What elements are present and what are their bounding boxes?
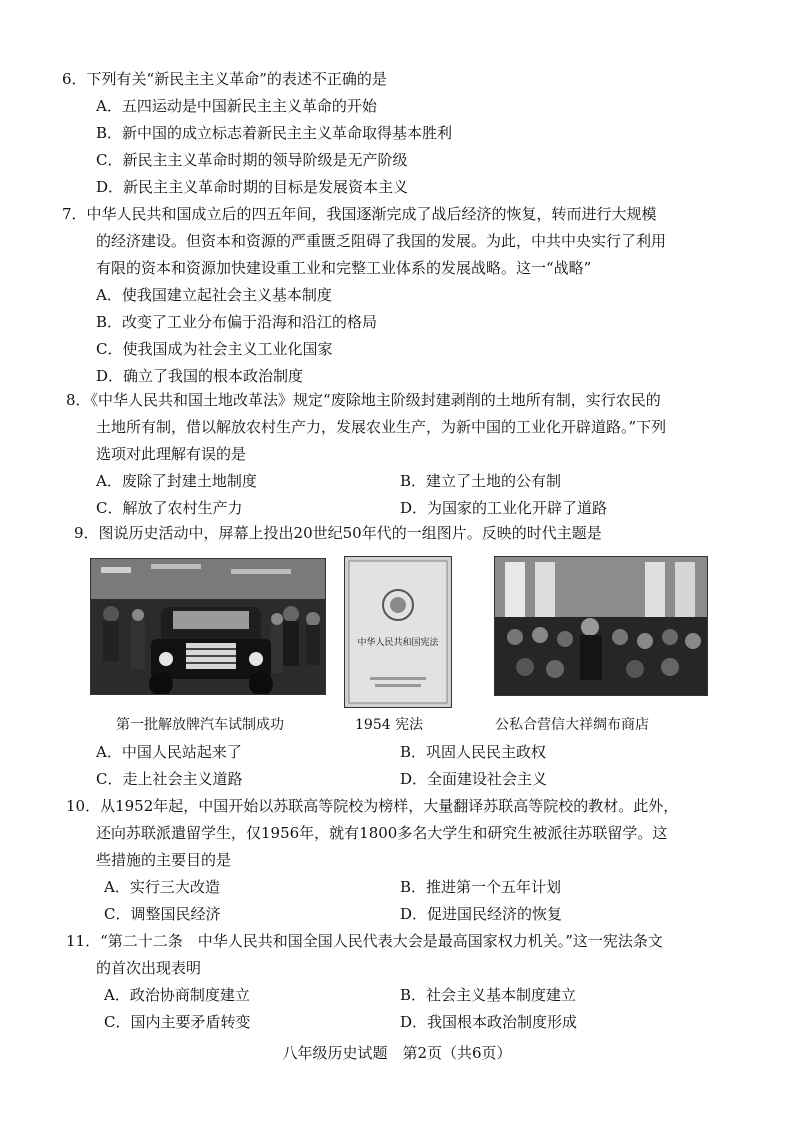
q10-option-a: A．实行三大改造 <box>104 878 220 896</box>
q11-option-a: A．政治协商制度建立 <box>104 986 250 1004</box>
q10-stem-line-1: 10．从1952年起，中国开始以苏联高等院校为榜样，大量翻译苏联高等院校的教材。此外， <box>66 797 679 815</box>
page-footer: 八年级历史试题 第2页（共6页） <box>282 1044 512 1062</box>
q7-option-a: A．使我国建立起社会主义基本制度 <box>96 286 332 304</box>
q8-option-d: D．为国家的工业化开辟了道路 <box>400 499 608 517</box>
q11-stem-line-2: 的首次出现表明 <box>96 959 202 977</box>
q9-stem: 9．图说历史活动中，屏幕上投出20世纪50年代的一组图片。反映的时代主题是 <box>74 524 602 542</box>
q11-stem-line-1: 11．“第二十二条 中华人民共和国全国人民代表大会是最高国家权力机关。”这一宪法条文 <box>66 932 663 950</box>
q10-option-c: C．调整国民经济 <box>104 905 221 923</box>
q7-option-d: D．确立了我国的根本政治制度 <box>96 367 304 385</box>
q9-option-a: A．中国人民站起来了 <box>96 743 242 761</box>
q8-stem-line-2: 土地所有制，借以解放农村生产力，发展农业生产，为新中国的工业化开辟道路。”下列 <box>96 418 667 436</box>
q11-option-d: D．我国根本政治制度形成 <box>400 1013 578 1031</box>
q8-option-c: C．解放了农村生产力 <box>96 499 243 517</box>
q7-option-b: B．改变了工业分布偏于沿海和沿江的格局 <box>96 313 378 331</box>
q8-stem-line-1: 8．《中华人民共和国土地改革法》规定“废除地主阶级封建剥削的土地所有制，实行农民的 <box>66 391 661 409</box>
constitution-book-photo <box>344 556 452 708</box>
q7-stem-line-3: 有限的资本和资源加快建设重工业和完整工业体系的发展战略。这一“战略” <box>96 259 592 277</box>
q10-stem-line-3: 些措施的主要目的是 <box>96 851 232 869</box>
q7-option-c: C．使我国成为社会主义工业化国家 <box>96 340 333 358</box>
caption-constitution: 1954 宪法 <box>355 717 424 733</box>
q6-option-d: D．新民主主义革命时期的目标是发展资本主义 <box>96 178 409 196</box>
q7-stem-line-1: 7．中华人民共和国成立后的四五年间，我国逐渐完成了战后经济的恢复，转而进行大规模 <box>62 205 657 223</box>
q8-option-a: A．废除了封建土地制度 <box>96 472 257 490</box>
q9-option-b: B．巩固人民民主政权 <box>400 743 547 761</box>
store-photo <box>494 556 708 696</box>
q7-stem-line-2: 的经济建设。但资本和资源的严重匮乏阻碍了我国的发展。为此，中共中央实行了利用 <box>96 232 667 250</box>
q10-option-b: B．推进第一个五年计划 <box>400 878 562 896</box>
q11-option-b: B．社会主义基本制度建立 <box>400 986 577 1004</box>
q6-option-a: A．五四运动是中国新民主主义革命的开始 <box>96 97 377 115</box>
q8-option-b: B．建立了土地的公有制 <box>400 472 562 490</box>
q10-option-d: D．促进国民经济的恢复 <box>400 905 563 923</box>
q9-option-c: C．走上社会主义道路 <box>96 770 243 788</box>
q10-stem-line-2: 还向苏联派遣留学生，仅1956年，就有1800多名大学生和研究生被派往苏联留学。这 <box>96 824 668 842</box>
book-cover-title: 中华人民共和国宪法 <box>357 638 439 648</box>
caption-store: 公私合营信大祥绸布商店 <box>495 717 649 733</box>
truck-photo <box>90 558 326 695</box>
q6-option-c: C．新民主主义革命时期的领导阶级是无产阶级 <box>96 151 408 169</box>
q11-option-c: C．国内主要矛盾转变 <box>104 1013 251 1031</box>
q6-stem: 6．下列有关“新民主主义革命”的表述不正确的是 <box>62 70 387 88</box>
q6-option-b: B．新中国的成立标志着新民主主义革命取得基本胜利 <box>96 124 453 142</box>
caption-truck: 第一批解放牌汽车试制成功 <box>116 717 284 733</box>
q8-stem-line-3: 选项对此理解有误的是 <box>96 445 247 463</box>
q9-option-d: D．全面建设社会主义 <box>400 770 548 788</box>
